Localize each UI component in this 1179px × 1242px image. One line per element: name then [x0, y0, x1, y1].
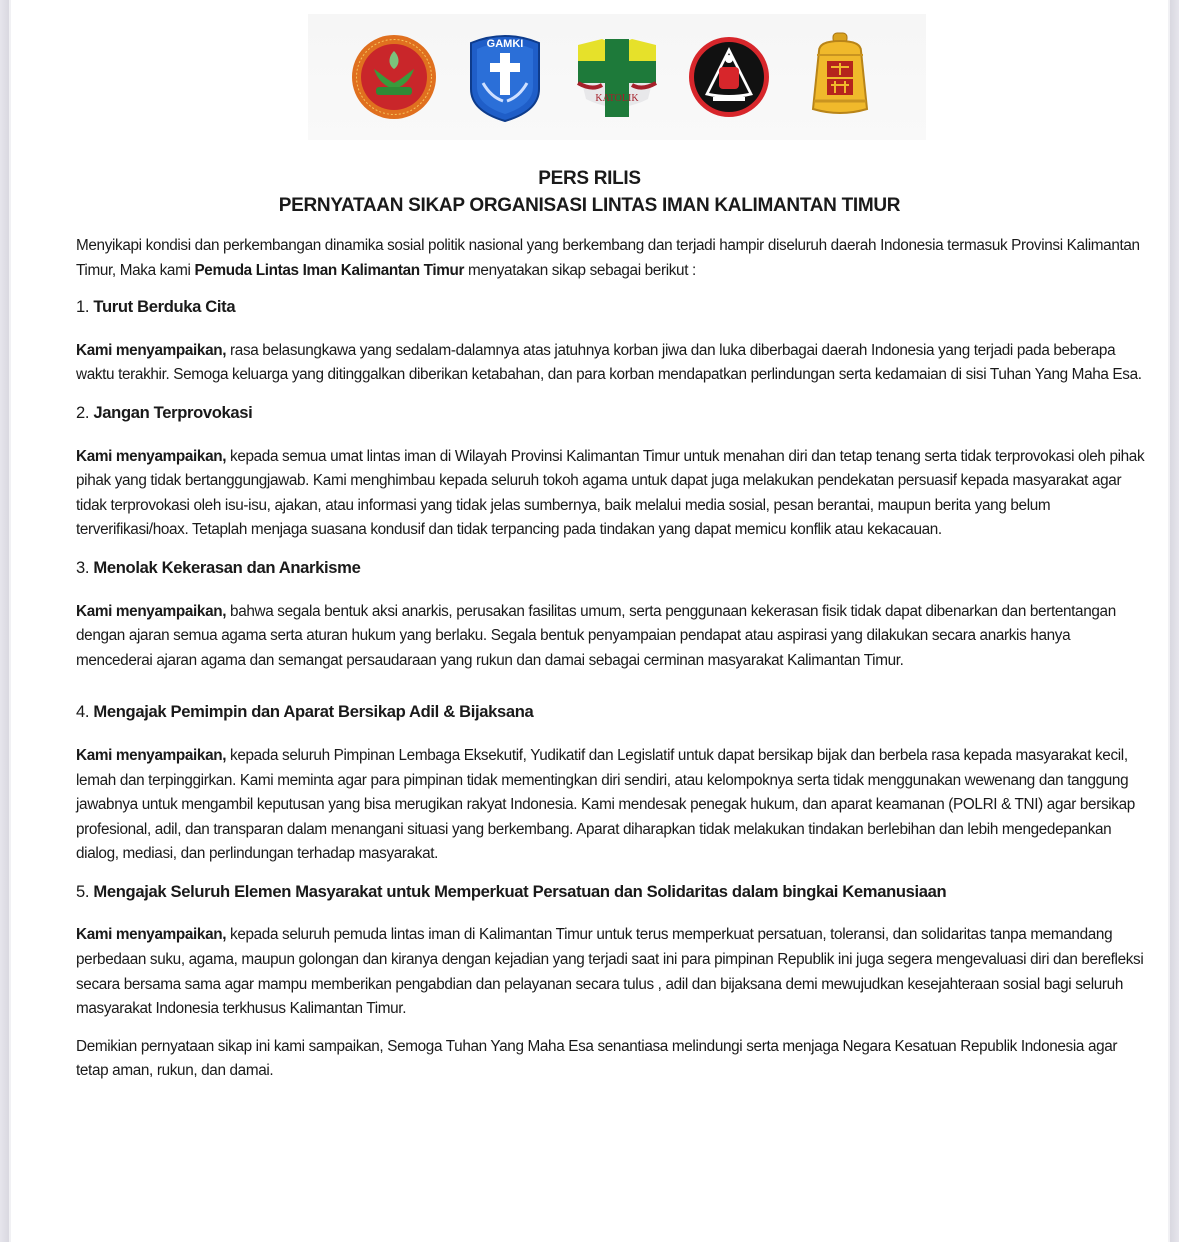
gamki-logo	[460, 31, 550, 123]
section-number: 3.	[76, 557, 94, 577]
intro-text-end: menyatakan sikap sebagai berikut :	[464, 261, 696, 279]
page-edge-right	[1168, 0, 1179, 1242]
buddhist-bell-logo	[795, 31, 885, 123]
page-edge-left	[0, 0, 11, 1242]
section-heading-5	[76, 880, 1146, 905]
section-heading-3	[76, 556, 1146, 581]
section-paragraph-3	[76, 600, 1146, 674]
paragraph-lead: Kami menyampaikan,	[76, 746, 227, 764]
intro-bold-org: Pemuda Lintas Iman Kalimantan Timur	[194, 261, 465, 279]
section-heading-2	[76, 401, 1146, 426]
section-number: 2.	[76, 402, 94, 422]
section-paragraph-5	[76, 923, 1146, 1021]
document-body	[76, 234, 1146, 1084]
paragraph-body: kepada seluruh pemuda lintas iman di Kalimantan Timur untuk terus memperkuat persatuan, toleransi, dan solidaritas tanpa memandang perbedaan suku, agama, maupun golongan dan kiranya dengan kejadian yang terjadi saat ini para pimpinan Republik ini juga segera mengevaluasi diri dan berefleksi secara bersama sama agar mampu memberikan pengabdian dan pelayanan secara tulus , adil dan bijaksana demi mewujudkan kesejahteraan sosial bagi seluruh masyarakat Indonesia terkhusus Kalimantan Timur.	[76, 926, 1144, 1018]
section-number: 1.	[76, 297, 94, 317]
paragraph-body: rasa belasungkawa yang sedalam-dalamnya atas jatuhnya korban jiwa dan luka diberbagai daerah Indonesia yang terjadi pada beberapa waktu terakhir. Semoga keluarga yang ditinggalkan diberikan ketabahan, dan para korban mendapatkan perlindungan serta kedamaian di sisi Tuhan Yang Maha Esa.	[76, 341, 1142, 384]
section-title: Mengajak Pemimpin dan Aparat Bersikap Adil & Bijaksana	[93, 702, 534, 722]
peradah-logo	[684, 31, 774, 123]
section-heading-4	[76, 700, 1146, 725]
section-paragraph-4	[76, 744, 1146, 867]
section-title: Menolak Kekerasan dan Anarkisme	[93, 557, 361, 577]
section-paragraph-1	[76, 339, 1146, 388]
section-title: Mengajak Seluruh Elemen Masyarakat untuk Memperkuat Persatuan dan Solidaritas dalam bingkai Kemanusiaan	[93, 881, 947, 901]
paragraph-body: bahwa segala bentuk aksi anarkis, perusakan fasilitas umum, serta penggunaan kekerasan fisik tidak dapat dibenarkan dan bertentangan dengan ajaran semua agama serta aturan hukum yang berlaku. Segala bentuk penyampaian pendapat atau aspirasi yang dilakukan secara anarkis hanya mencederai ajaran agama dan semangat persaudaraan yang rukun dan damai sebagai cerminan masyarakat Kalimantan Timur.	[76, 602, 1116, 669]
intro-paragraph	[76, 234, 1146, 283]
logo-strip	[308, 14, 926, 140]
paragraph-lead: Kami menyampaikan,	[76, 926, 227, 944]
document-page	[11, 0, 1168, 1242]
closing-paragraph: Demikian pernyataan sikap ini kami sampaikan, Semoga Tuhan Yang Maha Esa senantiasa melindungi serta menjaga Negara Kesatuan Republik Indonesia agar tetap aman, rukun, dan damai.	[76, 1037, 1118, 1080]
section-title: Jangan Terprovokasi	[93, 402, 253, 422]
gamki-text: GAMKI	[487, 38, 524, 50]
intro-text: Menyikapi kondisi dan perkembangan dinamika sosial politik nasional yang berkembang dan terjadi hampir diseluruh daerah Indonesia termasuk Provinsi Kalimantan Timur, Maka kami	[76, 237, 1140, 279]
pemuda-muhammadiyah-logo	[349, 31, 439, 123]
section-number: 5.	[76, 881, 94, 901]
paragraph-lead: Kami menyampaikan,	[76, 602, 227, 620]
katolik-text: KATOLIK	[595, 93, 639, 104]
section-heading-1	[76, 295, 1146, 320]
pemuda-katolik-logo	[572, 31, 662, 123]
paragraph-lead: Kami menyampaikan,	[76, 341, 227, 359]
section-number: 4.	[76, 702, 94, 722]
doc-subtitle: PERNYATAAN SIKAP ORGANISASI LINTAS IMAN KALIMANTAN TIMUR	[278, 195, 901, 216]
paragraph-body: kepada semua umat lintas iman di Wilayah Provinsi Kalimantan Timur untuk menahan diri dan tetap tenang serta tidak terprovokasi oleh pihak pihak yang tidak bertanggungjawab. Kami menghimbau kepada seluruh tokoh agama untuk dapat juga melakukan pendekatan persuasif kepada masyarakat agar tidak terprovokasi oleh isu-isu, ajakan, atau informasi yang tidak jelas sumbernya, baik melalui media sosial, pesan berantai, maupun berita yang belum terverifikasi/hoax. Tetaplah menjaga suasana kondusif dan tidak terpancing pada tindakan yang dapat memicu konflik atau kekacauan.	[76, 447, 1145, 539]
doc-title: PERS RILIS	[538, 168, 641, 189]
section-paragraph-2	[76, 445, 1146, 543]
section-title: Turut Berduka Cita	[93, 297, 236, 317]
paragraph-lead: Kami menyampaikan,	[76, 447, 227, 465]
paragraph-body: kepada seluruh Pimpinan Lembaga Eksekutif, Yudikatif dan Legislatif untuk dapat bersikap bijak dan berbela rasa kepada masyarakat kecil, lemah dan terpinggirkan. Kami meminta agar para pimpinan tidak mementingkan diri sendiri, atau kelompoknya serta tidak menggunakan wewenang dan tanggung jawabnya untuk mengambil keputusan yang bisa merugikan rakyat Indonesia. Kami mendesak penegak hukum, dan aparat keamanan (POLRI & TNI) agar bersikap profesional, adil, dan transparan dalam menangani situasi yang berkembang. Aparat diharapkan tidak melakukan tindakan berlebihan dan lebih mengedepankan dialog, mediasi, dan perlindungan terhadap masyarakat.	[76, 746, 1135, 863]
